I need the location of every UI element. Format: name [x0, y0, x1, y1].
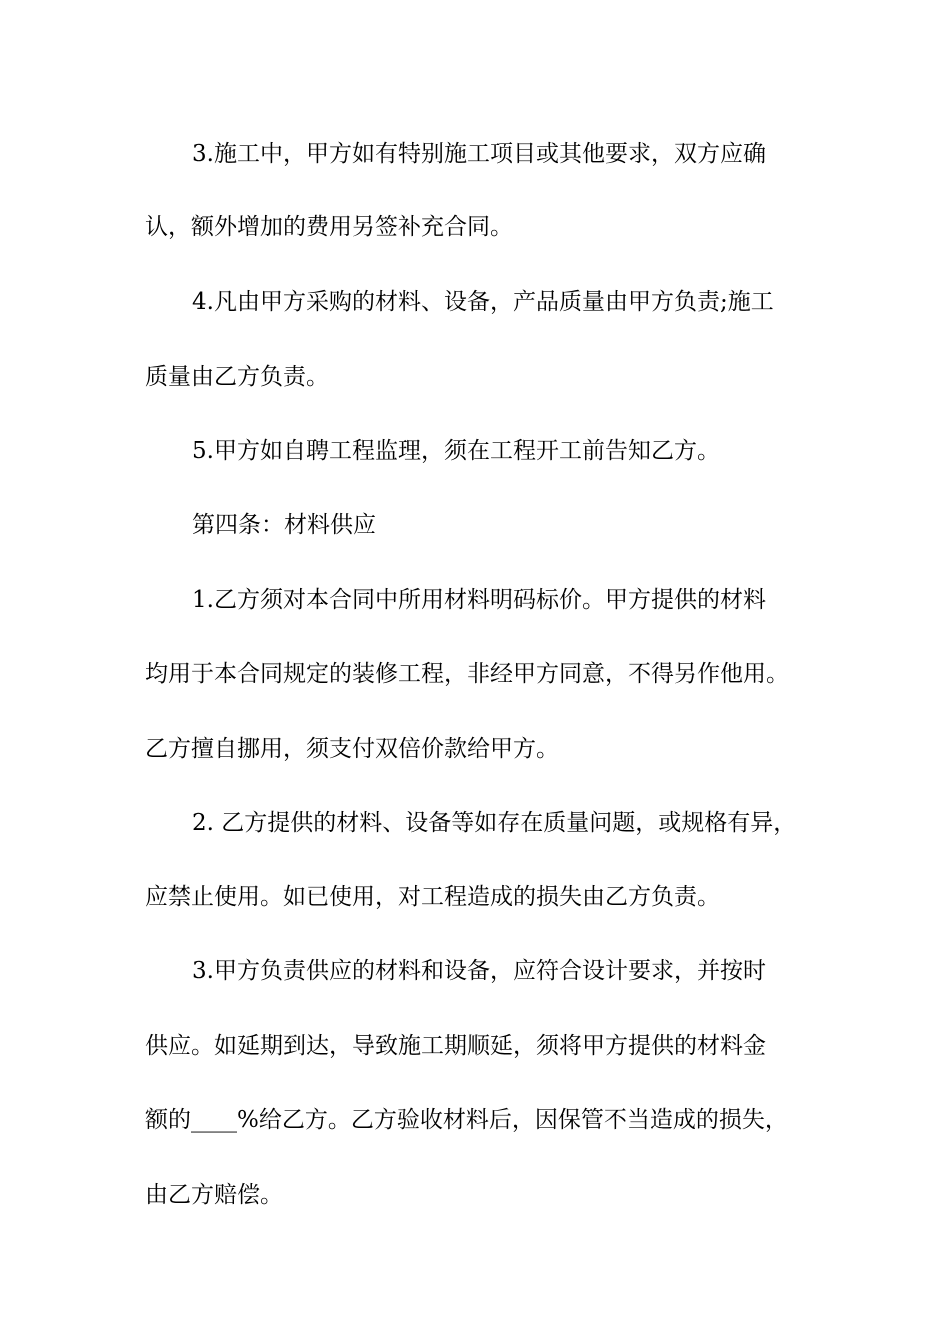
text-line: 均用于本合同规定的装修工程，非经甲方同意，不得另作他用。: [145, 661, 789, 687]
text-line: 供应。如延期到达，导致施工期顺延，须将甲方提供的材料金: [145, 1033, 766, 1059]
text-line: 乙方擅自挪用，须支付双倍价款给甲方。: [145, 736, 559, 762]
text-line: 3.施工中，甲方如有特别施工项目或其他要求，双方应确: [192, 141, 766, 167]
text-line: 3.甲方负责供应的材料和设备，应符合设计要求，并按时: [192, 958, 766, 984]
text-line: 5.甲方如自聘工程监理，须在工程开工前告知乙方。: [192, 438, 720, 464]
text-line: 应禁止使用。如已使用，对工程造成的损失由乙方负责。: [145, 884, 720, 910]
text-line: 4.凡由甲方采购的材料、设备，产品质量由甲方负责;施工: [192, 289, 774, 315]
text-line: 额的____%给乙方。乙方验收材料后，因保管不当造成的损失，: [145, 1107, 788, 1133]
text-line: 由乙方赔偿。: [145, 1182, 283, 1208]
text-line: 1.乙方须对本合同中所用材料明码标价。甲方提供的材料: [192, 587, 766, 613]
text-line: 质量由乙方负责。: [145, 364, 329, 390]
text-line: 认，额外增加的费用另签补充合同。: [145, 214, 513, 240]
section-heading: 第四条：材料供应: [192, 512, 376, 538]
text-line: 2. 乙方提供的材料、设备等如存在质量问题，或规格有异，: [192, 810, 797, 836]
